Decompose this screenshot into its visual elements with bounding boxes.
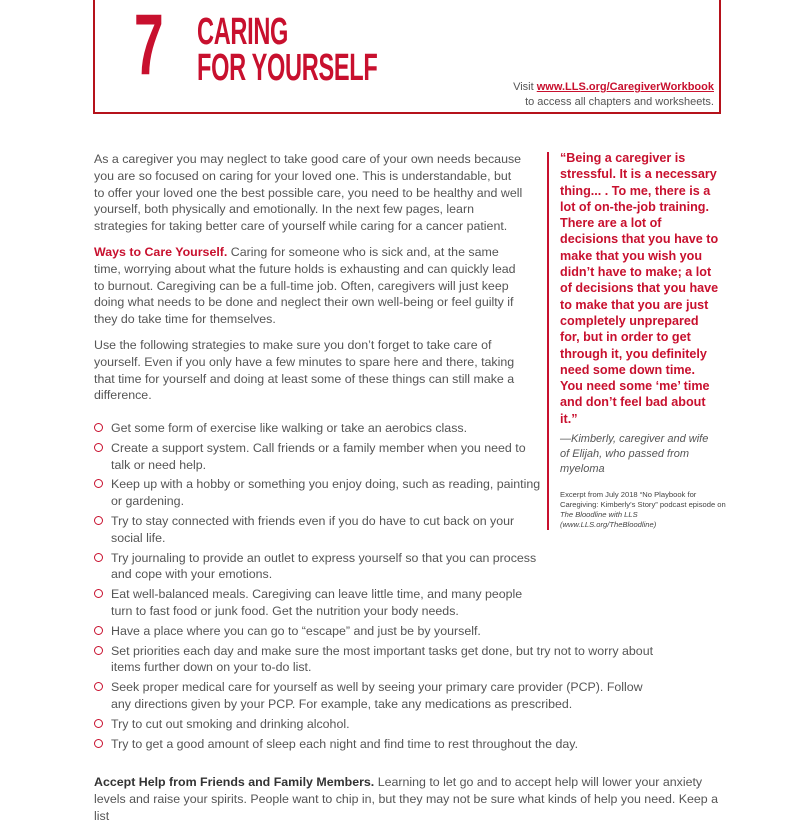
chapter-number: 7: [134, 0, 164, 93]
visit-prefix: Visit: [513, 81, 537, 93]
workbook-link[interactable]: www.LLS.org/CaregiverWorkbook: [536, 81, 714, 93]
list-item: Keep up with a hobby or something you enjoy doing, such as reading, painting or gardening.: [94, 476, 541, 510]
chapter-title: [197, 11, 378, 89]
sidebar-quote: “Being a caregiver is stressful. It is a necessary thing... . To me, there is a lot of on-the-job training. There are a lot of decisions that you have to make that you wish you didn’t have to make; a lot of decisions that you have to make that you are just completely unprepared for, but in order to get through it, you definitely need some down time. You need some ‘me’ time and don’t feel bad about it.”: [560, 151, 719, 426]
list-item: Try to stay connected with friends even if you do have to cut back on your social life.: [94, 513, 541, 547]
quote-attribution: —Kimberly, caregiver and wife of Elijah, who passed from myeloma: [560, 433, 709, 475]
list-item: Create a support system. Call friends or a family member when you need to talk or need help.: [94, 440, 541, 474]
list-item: Try journaling to provide an outlet to express yourself so that you can process and cope with your emotions.: [94, 550, 541, 584]
list-item: Get some form of exercise like walking or take an aerobics class.: [94, 420, 541, 437]
chapter-title-line2: FOR YOURSELF: [197, 47, 378, 89]
list-item: Set priorities each day and make sure the most important tasks get done, but try not to worry about items further down on your to-do list.: [94, 643, 654, 677]
visit-suffix: to access all chapters and worksheets.: [525, 96, 714, 108]
intro-paragraph: As a caregiver you may neglect to take good care of your own needs because you are so focused on caring for your loved one. This is understandable, but to offer your loved one the best possible care, you need to be healthy and well yourself, both physically and emotionally. In the next few pages, learn strategies for taking better care of yourself while caring for a cancer patient.: [94, 152, 523, 234]
chapter-title-line1: CARING: [197, 11, 289, 53]
list-item: Try to get a good amount of sleep each night and find time to rest throughout the day.: [94, 736, 654, 753]
podcast-title: The Bloodline with LLS: [560, 510, 638, 519]
accept-help-paragraph: [94, 774, 734, 824]
ways-heading: Ways to Care Yourself.: [94, 244, 228, 259]
accept-heading: Accept Help from Friends and Family Members.: [94, 775, 375, 789]
ways-paragraph: [94, 244, 524, 328]
sidebar-rule: [547, 152, 549, 530]
list-item: Eat well-balanced meals. Caregiving can leave little time, and many people turn to fast food or junk food. Get the nutrition your body needs.: [94, 586, 541, 620]
excerpt-text: Excerpt from July 2018 “No Playbook for Caregiving: Kimberly’s Story” podcast episode on: [560, 490, 726, 509]
main-column: [94, 151, 524, 413]
list-item: Try to cut out smoking and drinking alcohol.: [94, 716, 654, 733]
visit-note: [513, 80, 714, 110]
podcast-link[interactable]: (www.LLS.org/TheBloodline): [560, 520, 657, 529]
strategies-intro: Use the following strategies to make sure you don’t forget to take care of yourself. Even if you only have a few minutes to spare here and there, taking that time for yourself and doing at least some of these things can still make a difference.: [94, 337, 515, 403]
excerpt-note: [560, 490, 730, 530]
list-item: Have a place where you can go to “escape” and just be by yourself.: [94, 623, 654, 640]
list-item: Seek proper medical care for yourself as well by seeing your primary care provider (PCP). Follow any directions given by your PCP. For example, take any medications as prescribed.: [94, 679, 654, 713]
accept-text: Learning to let go and to accept help will lower your anxiety levels and raise your spirits. People want to chip in, but they may not be sure what kinds of help you need. Keep a list: [94, 775, 719, 823]
ways-text: Caring for someone who is sick and, at the same time, worrying about what the future holds is exhausting and can quickly lead to burnout. Caregiving can be a full-time job. Often, caregivers will just keep doing what needs to be done and neglect their own well-being or feel guilty if they do take time for themselves.: [94, 244, 516, 327]
